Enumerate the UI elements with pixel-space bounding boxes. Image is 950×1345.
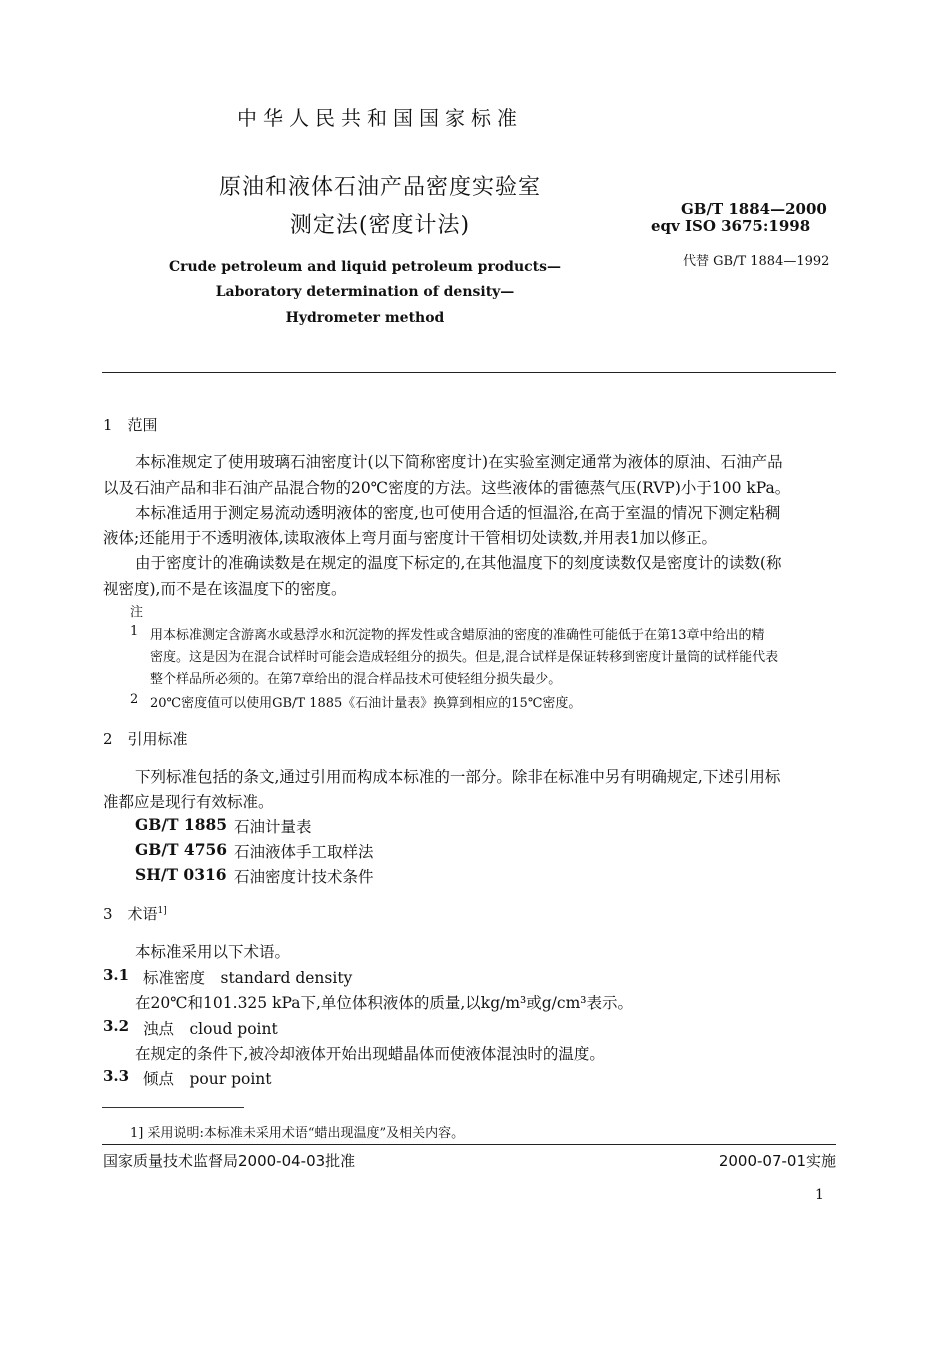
term-3-2-title: 浊点 cloud point: [143, 1020, 278, 1038]
reference-name: 石油计量表: [234, 818, 312, 836]
term-3-3-number: 3.3: [103, 1067, 130, 1085]
reference-code: SH/T 0316: [135, 865, 227, 884]
term-3-2-number: 3.2: [103, 1017, 130, 1035]
equivalent-standard: eqv ISO 3675:1998: [651, 217, 811, 235]
footnote-text: 1] 采用说明:本标准未采用术语“蜡出现温度”及相关内容。: [130, 1126, 465, 1141]
title-en-line3: Hydrometer method: [285, 310, 445, 326]
page-number: 1: [815, 1187, 824, 1203]
reference-name: 石油密度计技术条件: [234, 868, 374, 886]
term-3-2-definition: 在规定的条件下,被冷却液体开始出现蜡晶体而使液体混浊时的温度。: [135, 1045, 605, 1063]
s1-p2-line1: 本标准适用于测定易流动透明液体的密度,也可使用合适的恒温浴,在高于室温的情况下测定粘稠: [135, 504, 781, 522]
title-en-line2: Laboratory determination of density—: [215, 284, 515, 300]
national-standard-heading: 中华人民共和国国家标准: [237, 106, 523, 130]
standard-code: GB/T 1884—2000: [681, 200, 827, 218]
term-3-1-definition: 在20℃和101.325 kPa下,单位体积液体的质量,以kg/m³或g/cm³表示。: [135, 994, 633, 1012]
title-en-line1: Crude petroleum and liquid petroleum products—: [168, 259, 562, 275]
s1-p1-line2: 以及石油产品和非石油产品混合物的20℃密度的方法。这些液体的雷德蒸气压(RVP)小于100 kPa。: [103, 479, 791, 497]
note-1-line3: 整个样品所必须的。在第7章给出的混合样品技术可使轻组分损失最少。: [150, 672, 562, 687]
term-3-1-title: 标准密度 standard density: [143, 969, 353, 987]
section-1-heading: 1 范围: [103, 416, 158, 434]
s2-p1-line2: 准都应是现行有效标准。: [103, 793, 274, 811]
reference-name: 石油液体手工取样法: [234, 843, 374, 861]
section-3-heading: [103, 903, 167, 924]
s3-intro: 本标准采用以下术语。: [135, 943, 291, 961]
s1-p2-line2: 液体;还能用于不透明液体,读取液体上弯月面与密度计干管相切处读数,并用表1加以修正。: [103, 529, 717, 547]
note-2-line1: 20℃密度值可以使用GB/T 1885《石油计量表》换算到相应的15℃密度。: [150, 696, 582, 711]
footer-divider: [102, 1144, 836, 1145]
s2-p1-line1: 下列标准包括的条文,通过引用而构成本标准的一部分。除非在标准中另有明确规定,下述引用标: [135, 768, 781, 786]
section-3-title: 3 术语: [103, 905, 158, 923]
footnote-divider: [102, 1107, 244, 1108]
term-3-3-title: 倾点 pour point: [143, 1070, 272, 1088]
reference-code: GB/T 4756: [135, 840, 228, 859]
section-2-heading: 2 引用标准: [103, 730, 188, 748]
s1-p3-line1: 由于密度计的准确读数是在规定的温度下标定的,在其他温度下的刻度读数仅是密度计的读数(称: [135, 554, 782, 572]
approval-info: 国家质量技术监督局2000-04-03批准: [103, 1152, 356, 1170]
title-cn-line1: 原油和液体石油产品密度实验室: [218, 175, 541, 200]
s1-p1-line1: 本标准规定了使用玻璃石油密度计(以下简称密度计)在实验室测定通常为液体的原油、石油产品: [135, 453, 783, 471]
note-1-number: 1: [130, 624, 139, 639]
term-3-1-number: 3.1: [103, 966, 130, 984]
s1-p3-line2: 视密度),而不是在该温度下的密度。: [103, 580, 347, 598]
note-label: 注: [130, 605, 144, 620]
implementation-date: 2000-07-01实施: [718, 1152, 836, 1170]
replaces-standard: 代替 GB/T 1884—1992: [683, 254, 830, 269]
footnote-marker: 1]: [157, 906, 167, 916]
reference-code: GB/T 1885: [135, 815, 228, 834]
note-2-number: 2: [130, 692, 139, 707]
title-cn-line2: 测定法(密度计法): [289, 213, 471, 238]
header-divider: [102, 372, 836, 373]
note-1-line2: 密度。这是因为在混合试样时可能会造成轻组分的损失。但是,混合试样是保证转移到密度计量筒的试样能代表: [150, 650, 779, 665]
note-1-line1: 用本标准测定含游离水或悬浮水和沉淀物的挥发性或含蜡原油的密度的准确性可能低于在第13章中给出的精: [150, 628, 765, 643]
